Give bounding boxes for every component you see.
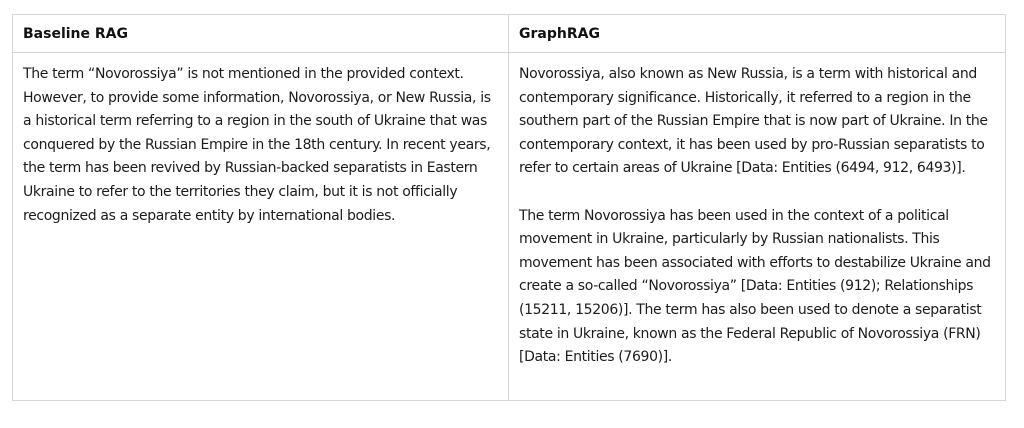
- graphrag-paragraph-2: The term Novorossiya has been used in the context of a political movement in Ukraine, particularly by Russian nationalists. This movement has been associated with efforts to destabilize Ukraine and create a so-called “Novorossiya” [Data: Entities (912); Relationships (15211, 15206)]. The term has also been used to denote a separatist state in Ukraine, known as the Federal Republic of Novorossiya (FRN) [Data: Entities (7690)].: [519, 207, 991, 366]
- comparison-table: [12, 14, 1006, 401]
- column-header-baseline-rag: Baseline RAG: [13, 15, 509, 53]
- baseline-rag-paragraph: The term “Novorossiya” is not mentioned in the provided context. However, to provide some information, Novorossiya, or New Russia, is a historical term referring to a region in the south of Ukraine that was conquered by the Russian Empire in the 18th century. In recent years, the term has been revived by Russian-backed separatists in Eastern Ukraine to refer to the territories they claim, but it is not officially recognized as a separate entity by international bodies.: [23, 66, 491, 224]
- graphrag-answer: [509, 53, 1006, 401]
- column-header-graphrag: GraphRAG: [509, 15, 1006, 53]
- baseline-rag-answer: [13, 53, 509, 401]
- graphrag-paragraph-1: Novorossiya, also known as New Russia, is a term with historical and contemporary significance. Historically, it referred to a region in the southern part of the Russian Empire that is now part of Ukraine. In the contemporary context, it has been used by pro-Russian separatists to refer to certain areas of Ukraine [Data: Entities (6494, 912, 6493)].: [519, 66, 988, 177]
